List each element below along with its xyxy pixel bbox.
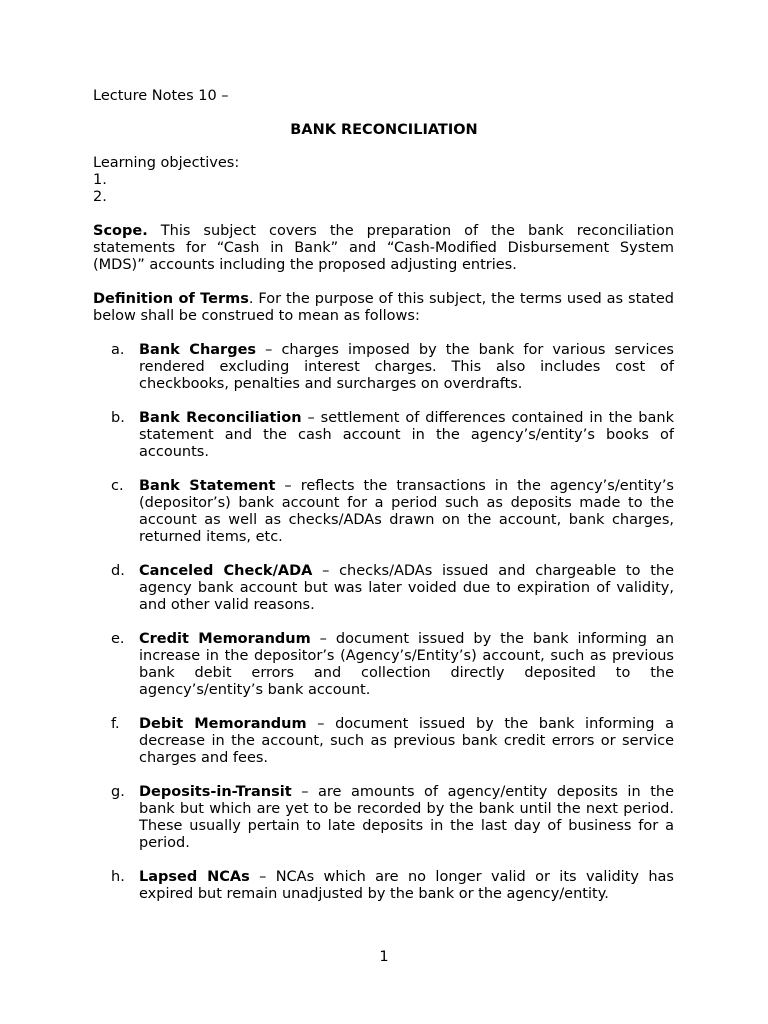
objective-item-1: 1. [93,172,107,188]
definition-text [139,631,674,699]
page-number: 1 [379,949,389,965]
definition-term: Lapsed NCAs [139,869,250,885]
list-item [0,478,768,546]
definition-term: Bank Charges [139,342,257,358]
list-item [0,869,768,903]
definition-description: – reflects the transactions in the agency’s/entity’s (depositor’s) bank account for a period such as deposits made to the account as well as checks/ADAs drawn on the account, bank charges, returned items, etc. [139,478,674,545]
list-marker: g. [111,784,125,800]
definition-term: Deposits-in-Transit [139,784,292,800]
definition-text [139,563,674,614]
definition-term: Bank Statement [139,478,276,494]
list-marker: e. [111,631,125,647]
list-marker: a. [111,342,125,358]
definition-list [0,342,768,920]
list-item [0,410,768,461]
definition-term: Bank Reconciliation [139,410,302,426]
definition-term: Credit Memorandum [139,631,311,647]
page-title: BANK RECONCILIATION [290,122,478,138]
definition-text [139,784,674,852]
scope-label: Scope. [93,223,148,239]
definition-description: – are amounts of agency/entity deposits in the bank but which are yet to be recorded by the bank until the next period. These usually pertain to late deposits in the last day of business for a period. [139,784,674,851]
definition-description: – document issued by the bank informing an increase in the depositor’s (Agency’s/Entity’s) account, such as previous bank debit errors and collection directly deposited to the agency’s/entity’s bank account. [139,631,675,698]
objective-item-2: 2. [93,189,107,205]
list-marker: h. [111,869,125,885]
list-item [0,784,768,852]
definition-description: – document issued by the bank informing a decrease in the account, such as previous bank credit errors or service charges and fees. [139,716,675,766]
lecture-label: Lecture Notes 10 – [93,88,229,104]
definition-label: Definition of Terms [93,291,249,307]
list-marker: d. [111,563,125,579]
list-item [0,342,768,393]
definition-intro-paragraph [93,291,674,325]
list-marker: c. [111,478,124,494]
definition-text [139,869,674,903]
list-item [0,716,768,767]
objectives-heading: Learning objectives: [93,155,240,171]
scope-paragraph [93,223,674,274]
scope-text: This subject covers the preparation of the bank reconciliation statements for “Cash in Bank” and “Cash-Modified Disbursement System (MDS)” accounts including the proposed adjusting entries. [93,223,675,273]
list-item [0,631,768,699]
list-marker: b. [111,410,125,426]
definition-text [139,342,674,393]
definition-description: – settlement of differences contained in the bank statement and the cash account in the agency’s/entity’s books of accounts. [139,410,674,460]
definition-text [139,478,674,546]
list-marker: f. [111,716,120,732]
definition-description: – checks/ADAs issued and chargeable to the agency bank account but was later voided due to expiration of validity, and other valid reasons. [139,563,674,613]
definition-description: – NCAs which are no longer valid or its validity has expired but remain unadjusted by the bank or the agency/entity. [139,869,674,902]
definition-term: Canceled Check/ADA [139,563,313,579]
definition-text [139,716,674,767]
learning-objectives [93,155,674,206]
definition-text [139,410,674,461]
definition-term: Debit Memorandum [139,716,307,732]
list-item [0,563,768,614]
definition-description: – charges imposed by the bank for various services rendered excluding interest charges. This also includes cost of checkbooks, penalties and surcharges on overdrafts. [139,342,674,392]
definition-intro-text: . For the purpose of this subject, the terms used as stated below shall be construed to mean as follows: [93,291,674,324]
